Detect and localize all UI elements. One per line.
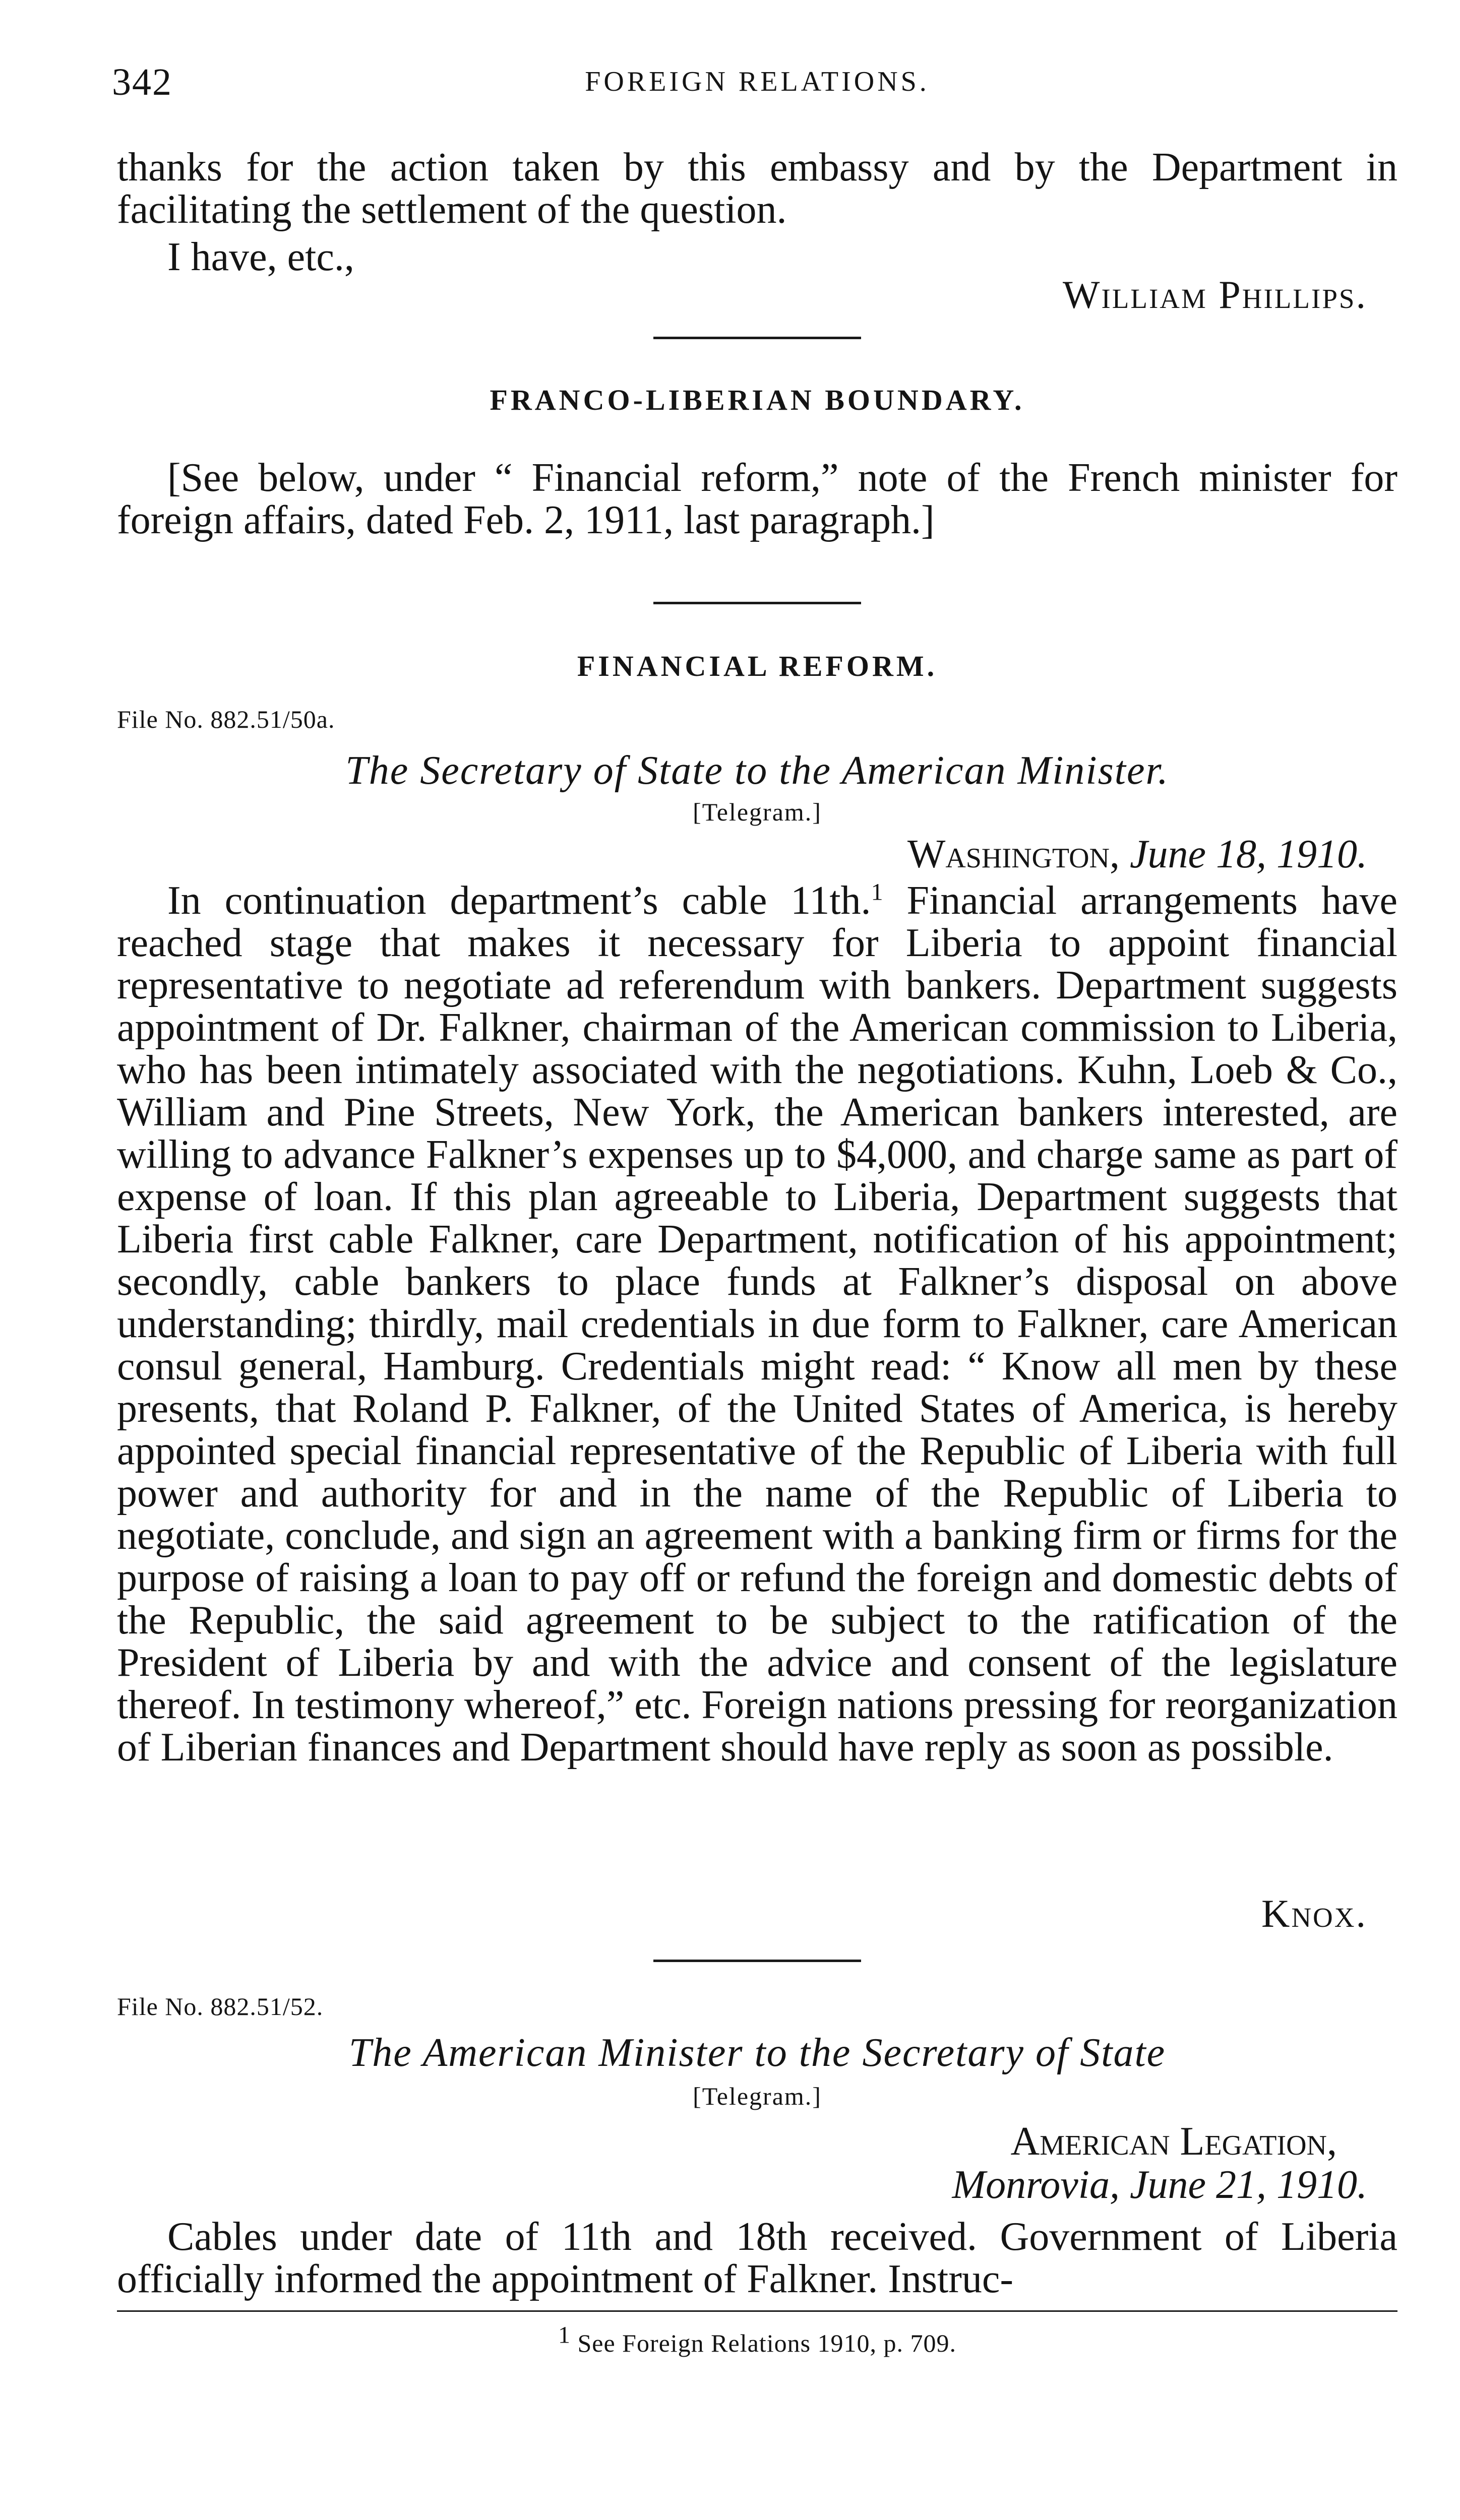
running-head	[112, 60, 1397, 116]
telegram-body-text: Financial arrangements have reached stage that makes it necessary for Liberia to appoint financial representative to negotiate ad referendum with bankers. Department suggests appointment of Dr. Falkner, chairman of the American commission to Liberia, who has been intimately associated with the negotiations. Kuhn, Loeb & Co., William and Pine Streets, New York, the American bankers interested, are willing to advance Falkner’s expenses up to $4,000, and charge same as part of expense of loan. If this plan agreeable to Liberia, Department suggests that Liberia first cable Falkner, care Department, notification of his appointment; secondly, cable bankers to place funds at Falkner’s disposal on above understanding; thirdly, mail credentials in due form to Falkner, care American consul general, Hamburg. Credentials might read: “ Know all men by these presents, that Roland P. Falkner, of the United States of America, is hereby appointed special financial representative of the Republic of Liberia with full power and authority for and in the name of the Republic of Liberia to negotiate, conclude, and sign an agreement with a banking firm or firms for the purpose of raising a loan to pay off or refund the foreign and domestic debts of the Republic, the said agreement to be subject to the ratification of the President of Liberia by and with the advice and consent of the legislature thereof. In testimony whereof,” etc. Foreign nations pressing for reorganization of Liberian finances and Department should have reply as soon as possible.	[117, 878, 1398, 1770]
page-number: 342	[112, 61, 172, 103]
dateline-place: American Legation,	[1010, 2119, 1337, 2164]
closing-line: I have, etc.,	[167, 235, 354, 279]
signature-knox: Knox.	[1261, 1892, 1367, 1935]
footnote	[117, 2321, 1397, 2358]
franco-liberian-note-block	[117, 457, 1397, 541]
franco-liberian-note: [See below, under “ Financial reform,” note of the French minister for foreign affairs, dated Feb. 2, 1911, last paragraph.]	[117, 456, 1397, 542]
dateline	[907, 832, 1367, 877]
section-divider	[653, 602, 861, 604]
telegram-label: [Telegram.]	[693, 2082, 822, 2110]
continuation-paragraph-block	[117, 146, 1397, 231]
section-heading-franco-liberian: FRANCO-LIBERIAN BOUNDARY.	[490, 384, 1025, 416]
dateline-line2	[952, 2162, 1367, 2208]
telegram-body	[117, 879, 1397, 1769]
footnote-text: See Foreign Relations 1910, p. 709.	[570, 2329, 957, 2357]
file-number: File No. 882.51/52.	[117, 1992, 324, 2021]
dateline-line1	[1011, 2119, 1337, 2165]
footnote-marker: 1	[558, 2321, 571, 2349]
continuation-paragraph: thanks for the action taken by this embassy and by the Department in facilitating the settlement of the question.	[117, 145, 1397, 232]
signature-phillips: William Phillips.	[1062, 273, 1367, 317]
section-divider	[653, 337, 861, 339]
reply-body-block	[117, 2216, 1397, 2300]
reply-body: Cables under date of 11th and 18th received. Government of Liberia officially informed the appointment of Falkner. Instruc-	[117, 2215, 1397, 2301]
telegram-label: [Telegram.]	[693, 798, 822, 826]
telegram-body-opening: In continuation department’s cable 11th.	[167, 878, 871, 923]
document-page	[112, 0, 1398, 2520]
dateline-date: June 18, 1910.	[1129, 832, 1367, 876]
document-divider	[653, 1960, 861, 1962]
document-title: The Secretary of State to the American Minister.	[345, 748, 1169, 793]
running-title: FOREIGN RELATIONS.	[585, 66, 930, 97]
dateline-date: Monrovia, June 21, 1910.	[952, 2163, 1367, 2207]
footnote-rule	[117, 2310, 1397, 2312]
document-title: The American Minister to the Secretary of State	[348, 2031, 1166, 2075]
file-number: File No. 882.51/50a.	[117, 705, 335, 733]
telegram-body-block	[117, 879, 1397, 1769]
dateline-place: Washington,	[907, 832, 1120, 876]
section-heading-financial-reform: FINANCIAL REFORM.	[577, 650, 938, 682]
footnote-reference: 1	[871, 878, 883, 906]
